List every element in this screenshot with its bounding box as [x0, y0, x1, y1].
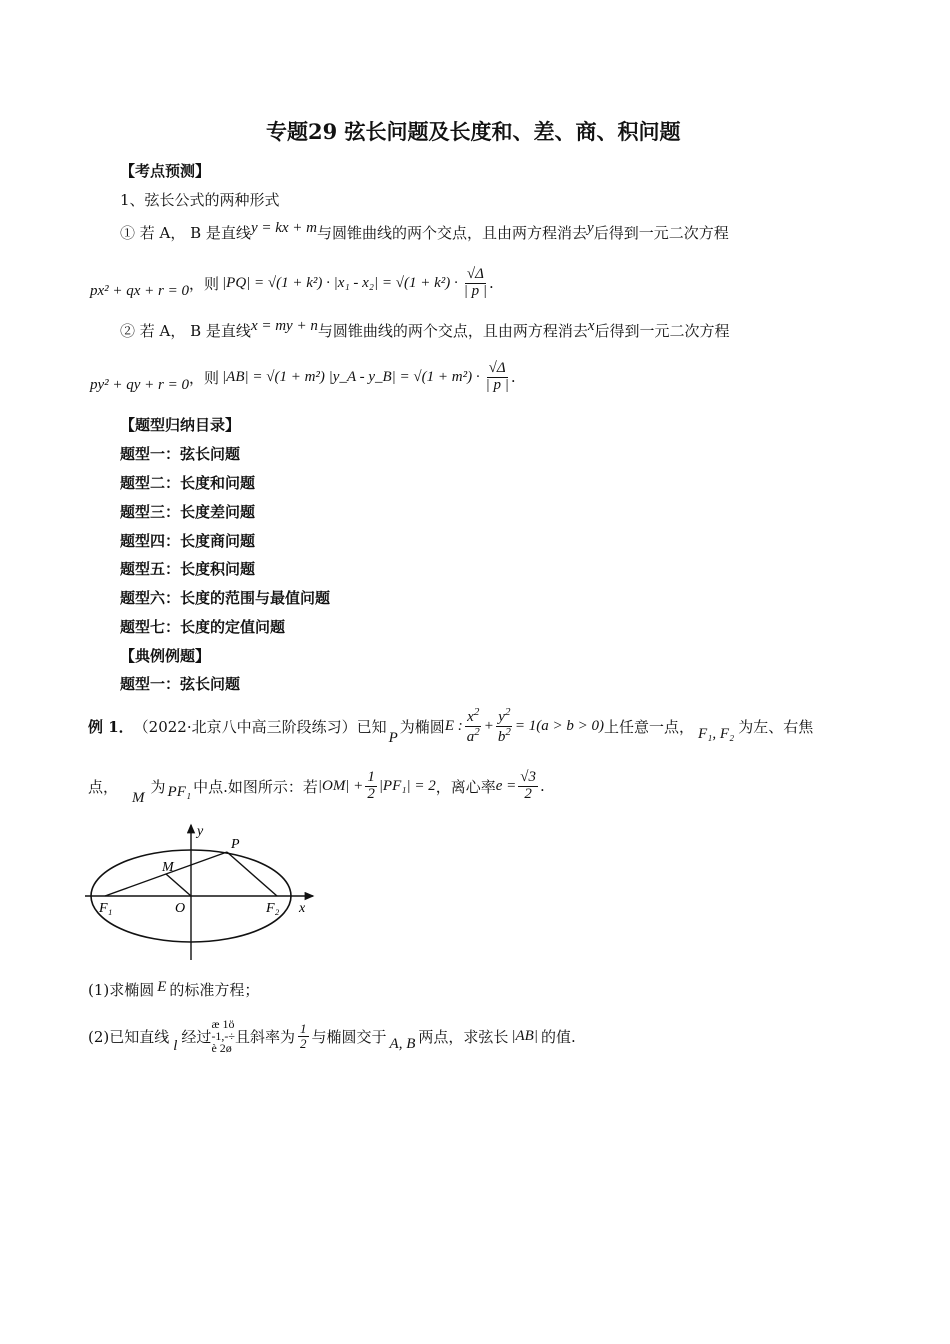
section-header-kaodian: 【考点预测】	[120, 162, 211, 180]
example1-text2: 上任意一点，	[603, 717, 694, 736]
label-F2: F₂	[266, 901, 280, 916]
example1-line2: 点， M 为 PF₁ 中点.如图所示：若 |OM| + $\frac{1}{2}$ |PF₁| = 2 ，离心率 e = $\frac{√3}{2}$ .	[88, 768, 545, 806]
case2-suffix: 后得到一元二次方程	[594, 322, 730, 340]
case1-formula: |PQ| = √(1 + k²) · |x₁ - x₂| = √(1 + k²) ·	[222, 274, 458, 291]
example1-source: （2022·北京八中高三阶段练习）已知	[133, 717, 387, 736]
case2-prefix: ② 若 A， B 是直线	[120, 322, 251, 340]
label-P: P	[231, 837, 240, 852]
case2-formula: |AB| = √(1 + m²) |y_A - y_B| = √(1 + m²) ·	[222, 368, 480, 385]
ellipse-name: E :	[444, 717, 463, 734]
toc-item: 题型七：长度的定值问题	[120, 618, 286, 636]
q2-slope-fraction	[298, 1022, 309, 1050]
condition-pf1: |PF₁| = 2	[378, 777, 436, 794]
ellipse-y-fraction: $\frac{y^2}{b^2}$	[497, 705, 511, 745]
label-F1: F₁	[99, 901, 113, 916]
case2-frac-den: | p |	[485, 376, 509, 393]
ellipse-x-fraction: $\frac{x^2}{a^2}$	[466, 705, 480, 745]
toc-item: 题型一：弦长问题	[120, 445, 241, 463]
q2-text2: 两点，求弦长	[418, 1027, 509, 1046]
point-M: M	[132, 789, 145, 806]
condition-om: |OM| +	[317, 777, 364, 794]
q1-end: 的标准方程；	[169, 981, 260, 999]
q2-end: 的值.	[540, 1027, 576, 1046]
case2-formula-line	[90, 352, 516, 402]
example1-text5: 中点.如图所示：若	[193, 777, 318, 796]
segment-PF1: PF₁	[167, 783, 192, 800]
case1-var: y	[587, 220, 594, 236]
segment-OM-line	[166, 874, 191, 896]
case2-var: x	[587, 318, 595, 334]
q2-frac-num: 1	[300, 1020, 307, 1036]
q2-start: (2)已知直线	[88, 1027, 170, 1046]
ellipse-figure	[85, 820, 325, 965]
case1-prefix: ① 若 A， B 是直线	[120, 224, 251, 242]
type1-heading: 题型一：弦长问题	[120, 675, 241, 693]
eccentricity-label: e =	[495, 777, 517, 794]
q2-point: æ 1ö -1,-÷ è 2ø	[211, 1017, 236, 1055]
example1-line1: 例 1． （2022·北京八中高三阶段练习）已知 P 为椭圆 E : $\frac{x^2}{a^2}$ + $\frac{y^2}{b^2}$ = 1(a > b > 0) 上任意一点， F₁, F₂ 为左、右焦	[88, 705, 814, 746]
label-y: y	[197, 824, 204, 839]
label-x: x	[299, 901, 306, 916]
case1-frac-num: √Δ	[466, 265, 484, 282]
eccentricity-fraction	[518, 770, 538, 803]
examples-header: 【典例例题】	[120, 647, 211, 665]
page-title: 专题29 弦长问题及长度和、差、商、积问题	[266, 119, 681, 144]
q2-frac-den: 2	[300, 1035, 307, 1051]
q1-start: (1)求椭圆	[88, 981, 155, 999]
example1-text6: ，离心率	[435, 777, 496, 796]
q2-l: l	[173, 1037, 178, 1054]
case1-suffix: 后得到一元二次方程	[593, 224, 729, 242]
case1-formula-line	[90, 258, 494, 308]
case1-line-eq: y = kx + m	[250, 220, 317, 236]
label-M: M	[162, 860, 174, 875]
example1-text3: 为左、右焦	[738, 717, 814, 736]
example1-text4: 为	[150, 777, 166, 796]
example1-line2-start: 点，	[88, 777, 119, 796]
question-1	[88, 979, 259, 1000]
foci: F₁, F₂	[697, 725, 735, 742]
case1-line	[120, 222, 729, 243]
case2-then: ，则	[189, 368, 220, 387]
toc-item: 题型三：长度差问题	[120, 503, 256, 521]
case1-mid: 与圆锥曲线的两个交点，且由两方程消去	[317, 224, 588, 242]
case2-mid: 与圆锥曲线的两个交点，且由两方程消去	[317, 322, 588, 340]
case1-then: ，则	[189, 274, 220, 293]
case1-quad-eq: px² + qx + r = 0	[90, 282, 190, 299]
q2-AB: A, B	[389, 1035, 416, 1052]
toc-header: 【题型归纳目录】	[120, 416, 241, 434]
half-fraction: $\frac{1}{2}$	[367, 768, 375, 802]
toc-item: 题型二：长度和问题	[120, 474, 256, 492]
case2-frac-num: √Δ	[488, 359, 506, 376]
formula-heading: 1、弦长公式的两种形式	[120, 191, 280, 209]
point-P: P	[388, 729, 398, 746]
q2-mid: 且斜率为	[235, 1027, 296, 1046]
question-2	[88, 1012, 576, 1060]
ellipse-condition: = 1(a > b > 0)	[514, 717, 604, 734]
segment-PF2-line	[227, 852, 277, 896]
case1-fraction	[462, 267, 489, 300]
q2-pass: 经过	[181, 1027, 212, 1046]
ecc-num: √3	[520, 768, 537, 785]
case2-line	[120, 320, 730, 341]
example1-text1: 为椭圆	[399, 717, 445, 736]
case2-end: .	[510, 368, 516, 386]
toc-item: 题型六：长度的范围与最值问题	[120, 589, 331, 607]
q2-text: 与椭圆交于	[311, 1027, 387, 1046]
example1-label: 例 1．	[88, 717, 134, 736]
ecc-den: 2	[524, 785, 532, 802]
case2-quad-eq: py² + qy + r = 0	[90, 376, 190, 393]
q2-chord: |AB|	[511, 1027, 538, 1044]
toc-item: 题型四：长度商问题	[120, 532, 256, 550]
case1-end: .	[489, 274, 494, 292]
case2-fraction	[484, 361, 511, 394]
case2-line-eq: x = my + n	[250, 318, 318, 334]
label-O: O	[175, 901, 186, 916]
case1-frac-den: | p |	[463, 282, 488, 299]
toc-item: 题型五：长度积问题	[120, 560, 256, 578]
q1-E: E	[157, 979, 167, 995]
